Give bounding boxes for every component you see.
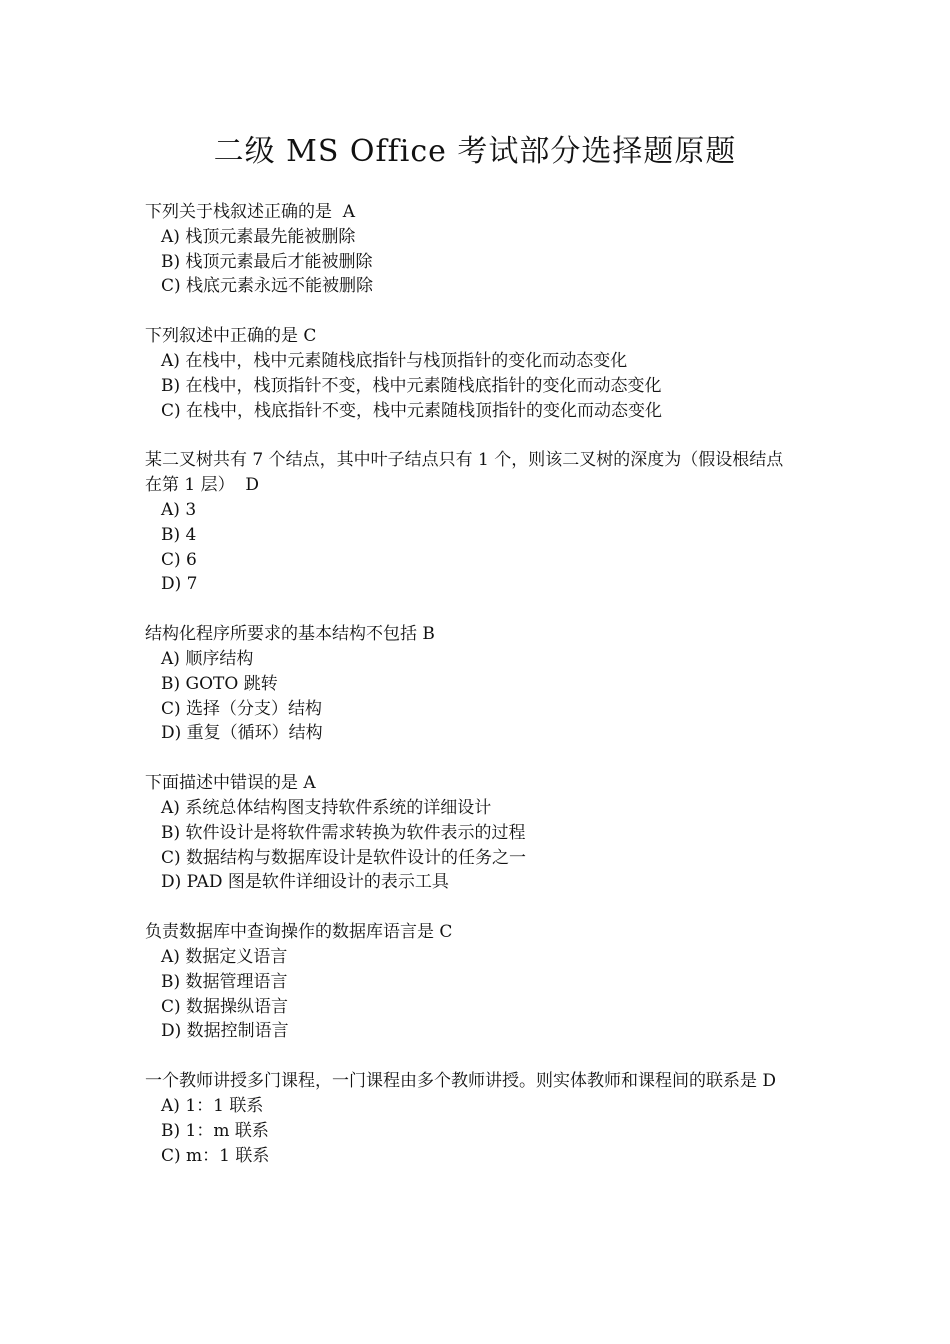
- question-7: [145, 1069, 805, 1168]
- option-c: C) 数据操纵语言: [161, 996, 289, 1017]
- option-list: [145, 1094, 805, 1168]
- option-list: [145, 225, 805, 299]
- option-d: D) 7: [161, 574, 198, 595]
- question-5: [145, 771, 805, 895]
- option-a: A) 在栈中，栈中元素随栈底指针与栈顶指针的变化而动态变化: [161, 350, 628, 371]
- option-list: [145, 498, 805, 597]
- question-text: 下面描述中错误的是 A: [145, 773, 316, 794]
- option-b: B) 在栈中，栈顶指针不变，栈中元素随栈底指针的变化而动态变化: [161, 375, 662, 396]
- option-list: [145, 945, 805, 1044]
- option-c: C) 栈底元素永远不能被删除: [161, 276, 374, 297]
- question-2: [145, 324, 805, 423]
- option-list: [145, 349, 805, 423]
- option-b: B) 栈顶元素最后才能被删除: [161, 251, 373, 272]
- page-title: 二级 MS Office 考试部分选择题原题: [213, 134, 737, 169]
- question-list: [145, 200, 805, 1193]
- option-d: D) PAD 图是软件详细设计的表示工具: [161, 872, 449, 893]
- option-b: B) 数据管理语言: [161, 971, 288, 992]
- question-6: [145, 920, 805, 1044]
- question-text: 结构化程序所要求的基本结构不包括 B: [145, 624, 435, 645]
- option-d: D) 数据控制语言: [161, 1021, 289, 1042]
- question-text: 某二叉树共有 7 个结点，其中叶子结点只有 1 个，则该二叉树的深度为（假设根结点 在第 1 层） D: [145, 450, 784, 496]
- option-a: A) 顺序结构: [161, 648, 254, 669]
- option-c: C) 数据结构与数据库设计是软件设计的任务之一: [161, 847, 527, 868]
- question-1: [145, 200, 805, 299]
- option-a: A) 栈顶元素最先能被删除: [161, 226, 356, 247]
- question-text: 下列关于栈叙述正确的是 A: [145, 202, 356, 222]
- option-a: A) 3: [161, 499, 197, 520]
- option-b: B) 1：m 联系: [161, 1120, 269, 1141]
- question-text: 下列叙述中正确的是 C: [145, 326, 317, 347]
- option-a: A) 数据定义语言: [161, 946, 288, 967]
- option-a: A) 系统总体结构图支持软件系统的详细设计: [161, 797, 492, 818]
- option-b: B) 4: [161, 524, 197, 545]
- option-c: C) 在栈中，栈底指针不变，栈中元素随栈顶指针的变化而动态变化: [161, 400, 663, 421]
- option-b: B) GOTO 跳转: [161, 673, 278, 694]
- question-4: [145, 622, 805, 746]
- question-3: [145, 448, 805, 597]
- question-text: 负责数据库中查询操作的数据库语言是 C: [145, 922, 453, 943]
- option-b: B) 软件设计是将软件需求转换为软件表示的过程: [161, 822, 526, 843]
- option-a: A) 1：1 联系: [161, 1095, 264, 1116]
- option-c: C) 6: [161, 549, 197, 570]
- option-c: C) 选择（分支）结构: [161, 698, 323, 719]
- option-list: [145, 647, 805, 746]
- question-text: 一个教师讲授多门课程，一门课程由多个教师讲授。则实体教师和课程间的联系是 D: [145, 1071, 777, 1092]
- option-list: [145, 796, 805, 895]
- option-d: D) 重复（循环）结构: [161, 723, 323, 744]
- option-c: C) m：1 联系: [161, 1145, 270, 1166]
